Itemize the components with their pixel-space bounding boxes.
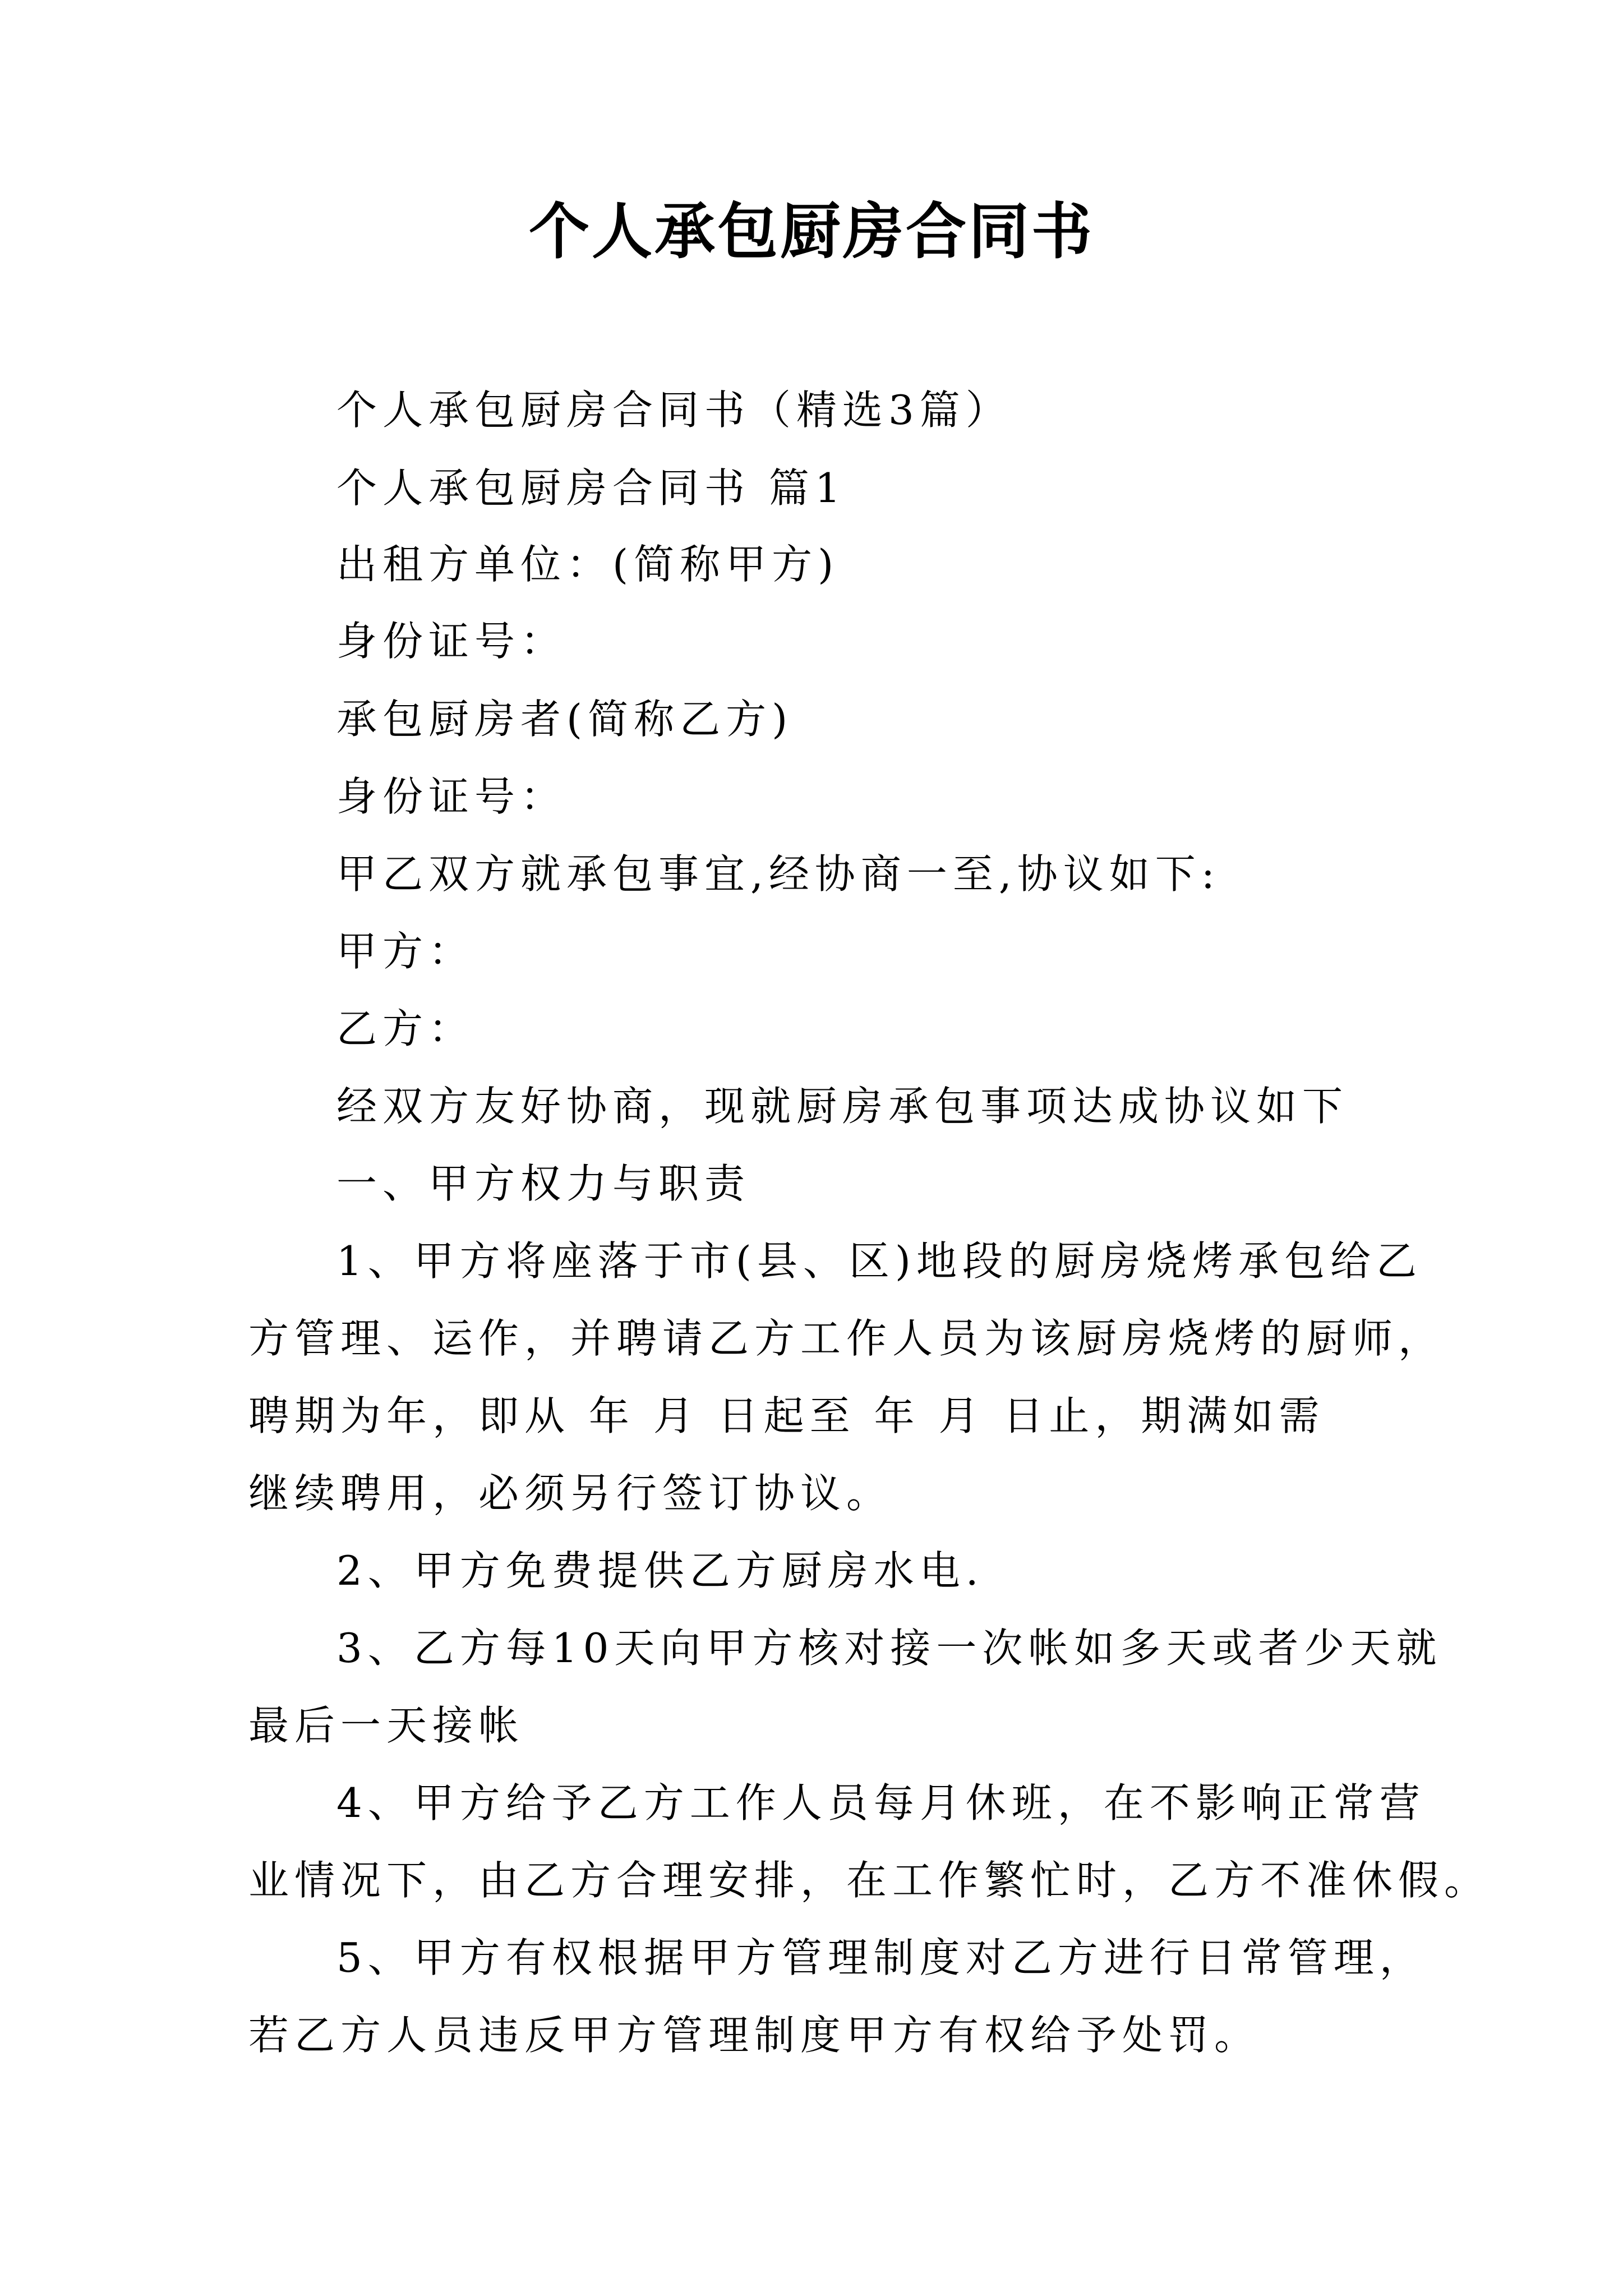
text-line: 2、甲方免费提供乙方厨房水电. [336,1547,984,1594]
subtitle-line: 个人承包厨房合同书（精选3篇） [336,386,1012,434]
text-line: 聘期为年，即从 年 月 日起至 年 月 日止，期满如需 [248,1392,1325,1439]
text-line: 经双方友好协商，现就厨房承包事项达成协议如下 [336,1083,1349,1130]
text-line: 乙方： [336,1005,475,1052]
text-line: 业情况下，由乙方合理安排，在工作繁忙时，乙方不准休假。 [248,1857,1491,1904]
text-line: 甲方： [336,928,475,975]
text-line: 5、甲方有权根据甲方管理制度对乙方进行日常管理， [336,1934,1426,1981]
text-line: 若乙方人员违反甲方管理制度甲方有权给予处罚。 [248,2012,1261,2059]
document-title: 个人承包厨房合同书 [528,196,1094,267]
text-line: 一、甲方权力与职责 [336,1160,751,1207]
section-heading-line: 个人承包厨房合同书 篇1 [336,464,846,512]
text-line: 方管理、运作，并聘请乙方工作人员为该厨房烧烤的厨师， [248,1315,1445,1362]
text-line: 身份证号： [336,618,567,665]
text-line: 3、乙方每10天向甲方核对接一次帐如多天或者少天就 [336,1625,1442,1672]
text-line: 1、甲方将座落于市(县、区)地段的厨房烧烤承包给乙 [336,1237,1422,1285]
text-line: 4、甲方给予乙方工作人员每月休班，在不影响正常营 [336,1779,1426,1826]
text-line: 继续聘用，必须另行签订协议。 [248,1470,893,1517]
text-line: 身份证号： [336,773,567,820]
text-line: 承包厨房者(简称乙方) [336,696,794,743]
text-line: 最后一天接帐 [248,1702,525,1749]
text-line: 出租方单位：(简称甲方) [336,541,840,588]
text-line: 甲乙双方就承包事宜,经协商一至,协议如下: [336,850,1221,898]
